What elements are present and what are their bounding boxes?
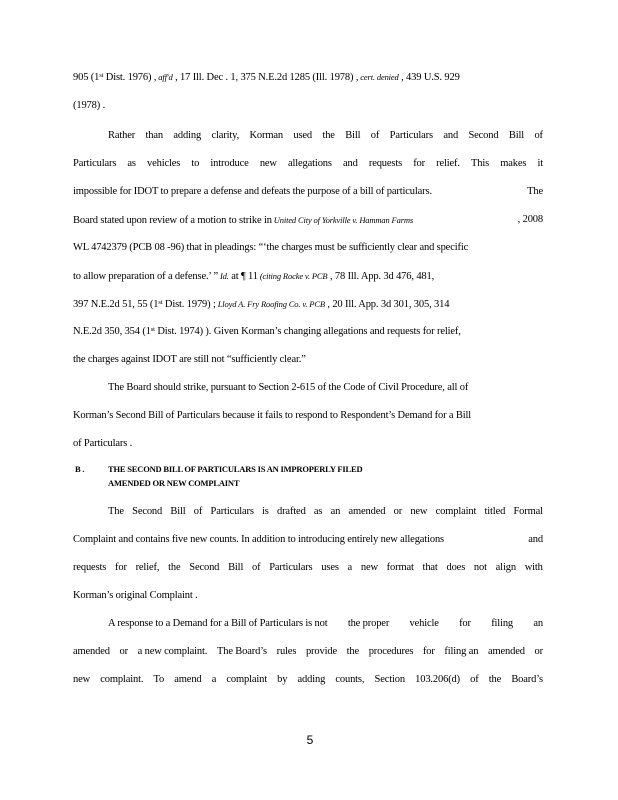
word: new [360, 562, 378, 573]
word: The [108, 506, 124, 517]
word: as [313, 506, 323, 517]
paragraph-3-line-3 [73, 561, 543, 575]
paragraph-1-line-1 [108, 129, 543, 143]
word: for [459, 618, 471, 629]
word: Korman [249, 130, 283, 141]
word: a new complaint. [137, 646, 208, 657]
text-segment: and [528, 534, 543, 545]
text-segment: Board stated upon review of a motion to strike in [73, 215, 272, 226]
word: by [277, 674, 288, 685]
word: Particulars [73, 158, 117, 169]
word: does [446, 562, 466, 573]
word: new [73, 674, 91, 685]
text-segment: Dist. 1976) , [103, 72, 157, 83]
word: Formal [513, 506, 543, 517]
word: Second [189, 562, 220, 573]
word: the [168, 562, 181, 573]
text-segment: Dist. 1979) ; [162, 299, 216, 310]
paragraph-1-line-3 [73, 185, 543, 199]
paragraph-2-line-2: Korman’s Second Bill of Particulars because it fails to respond to Respondent’s Demand for a Bill [73, 410, 472, 421]
word: complaint [435, 506, 477, 517]
word: This [471, 158, 490, 169]
word: or [119, 646, 128, 657]
paragraph-1-line-8 [73, 325, 543, 339]
italic-citation: Id. [217, 271, 229, 281]
word: amended [488, 646, 525, 657]
citation-line-1 [73, 70, 543, 85]
superscript: st [99, 72, 104, 79]
word: a [347, 562, 353, 573]
word: Rather [108, 130, 136, 141]
citation-line-2: (1978) . [73, 100, 106, 111]
word: for [422, 646, 435, 657]
word: To [153, 674, 165, 685]
word: the [346, 646, 360, 657]
word: a [211, 674, 217, 685]
word: new [259, 158, 277, 169]
word: uses [321, 562, 339, 573]
word: and [443, 130, 459, 141]
word: titled [484, 506, 506, 517]
word: of [193, 506, 203, 517]
word: counts, [335, 674, 365, 685]
word: amended [348, 506, 386, 517]
word: drafted [276, 506, 306, 517]
word: complaint [226, 674, 267, 685]
word: Bill [170, 506, 186, 517]
word: filing an [444, 646, 479, 657]
word: not [473, 562, 487, 573]
word: of [470, 674, 479, 685]
paragraph-4-line-3 [73, 673, 543, 687]
word: makes [500, 158, 527, 169]
paragraph-3-line-1 [108, 505, 543, 519]
word: introduce [210, 158, 249, 169]
word: clarity, [211, 130, 240, 141]
paragraph-3-line-2 [73, 533, 543, 547]
word: new [410, 506, 428, 517]
word: used [293, 130, 313, 141]
word: Bill [345, 130, 361, 141]
word: the [488, 674, 502, 685]
paragraph-1-line-7 [73, 297, 543, 312]
word: Bill [228, 562, 244, 573]
word: relief, [135, 562, 160, 573]
word: the proper [347, 618, 390, 629]
word: Particulars [389, 130, 433, 141]
text-segment: , 439 U.S. 929 [398, 72, 460, 83]
text-segment: at ¶ 11 [228, 271, 258, 282]
superscript: st [150, 326, 155, 333]
word: Section [374, 674, 405, 685]
word: an [330, 506, 341, 517]
word: complaint. [100, 674, 144, 685]
word: Particulars [269, 562, 313, 573]
word: filing [491, 618, 514, 629]
text-segment: impossible for IDOT to prepare a defense and defeats the purpose of a bill of particulars. [73, 186, 432, 197]
paragraph-4-line-2 [73, 645, 543, 659]
word: amend [174, 674, 202, 685]
word: relief. [436, 158, 460, 169]
word: than [145, 130, 163, 141]
word: to [191, 158, 200, 169]
paragraph-1-line-9: the charges against IDOT are still not “sufficiently clear.” [73, 354, 306, 365]
word: The Board’s [216, 646, 267, 657]
paragraph-1-line-5: WL 4742379 (PCB 08 -96) that in pleadings: “‘the charges must be sufficiently clear and specific [73, 242, 469, 253]
word: Particulars [210, 506, 254, 517]
paragraph-2-line-3: of Particulars . [73, 438, 133, 449]
text-segment: , 20 Ill. App. 3d 301, 305, 314 [324, 299, 450, 310]
word: format [386, 562, 414, 573]
text-segment: 905 (1 [73, 72, 100, 83]
word: adding [297, 674, 326, 685]
word: allegations [288, 158, 332, 169]
word: procedures [368, 646, 414, 657]
word: that [422, 562, 438, 573]
word: requests [368, 158, 403, 169]
word: requests [73, 562, 107, 573]
section-heading-line-2: AMENDED OR NEW COMPLAINT [108, 478, 240, 488]
italic-case-name: (citing Rocke v. PCB [257, 271, 328, 281]
word: with [524, 562, 543, 573]
word: vehicle [409, 618, 439, 629]
paragraph-2-line-1: The Board should strike, pursuant to Section 2-615 of the Code of Civil Procedure, all of [108, 382, 469, 393]
word: Second [468, 130, 499, 141]
paragraph-1-line-4 [73, 213, 543, 228]
paragraph-1-line-2 [73, 157, 543, 171]
text-segment: 397 N.E.2d 51, 55 (1 [73, 299, 159, 310]
section-label: B . [75, 464, 85, 474]
word: of [252, 562, 261, 573]
word: Bill [508, 130, 525, 141]
word: or [534, 646, 543, 657]
word: is [262, 506, 269, 517]
word: amended [73, 646, 110, 657]
word: vehicles [147, 158, 181, 169]
text-segment: , 2008 [517, 214, 543, 225]
text-segment: Complaint and contains five new counts. In addition to introducing entirely new allegations [73, 534, 444, 545]
text-segment: , 17 Ill. Dec . 1, 375 N.E.2d 1285 (Ill. 1978) , [172, 72, 359, 83]
section-heading-line-1: THE SECOND BILL OF PARTICULARS IS AN IMPROPERLY FILED [108, 464, 363, 474]
italic-citation: cert. denied [358, 72, 399, 82]
word: align [495, 562, 516, 573]
word: or [393, 506, 403, 517]
word: Second [132, 506, 163, 517]
text-segment: to allow preparation of a defense.’ ” [73, 271, 218, 282]
word: as [127, 158, 136, 169]
text-segment: N.E.2d 350, 354 (1 [73, 326, 151, 337]
word: for [413, 158, 425, 169]
paragraph-1-line-6 [73, 269, 543, 284]
text-segment: Dist. 1974) ). Given Korman’s changing allegations and requests for relief, [154, 326, 461, 337]
word: 103.206(d) [415, 674, 460, 685]
page-number: 5 [306, 733, 314, 747]
word: of [534, 130, 543, 141]
word: it [537, 158, 543, 169]
word: rules [276, 646, 297, 657]
word: adding [173, 130, 202, 141]
italic-case-name: Lloyd A. Fry Roofing Co. v. PCB [215, 299, 325, 309]
word: Board’s [511, 674, 543, 685]
text-segment: A response to a Demand for a Bill of Particulars is not [108, 618, 328, 629]
word: and [342, 158, 358, 169]
italic-citation: aff'd [156, 72, 173, 82]
word: the [322, 130, 335, 141]
word: of [370, 130, 380, 141]
superscript: st [158, 299, 163, 306]
word: provide [305, 646, 337, 657]
text-segment: The [527, 186, 543, 197]
paragraph-4-line-1 [108, 617, 543, 631]
word: an [533, 618, 543, 629]
italic-case-name: United City of Yorkville v. Hamman Farms [271, 215, 414, 225]
word: for [115, 562, 127, 573]
text-segment: , 78 Ill. App. 3d 476, 481, [327, 271, 435, 282]
paragraph-3-line-4: Korman’s original Complaint . [73, 590, 198, 601]
